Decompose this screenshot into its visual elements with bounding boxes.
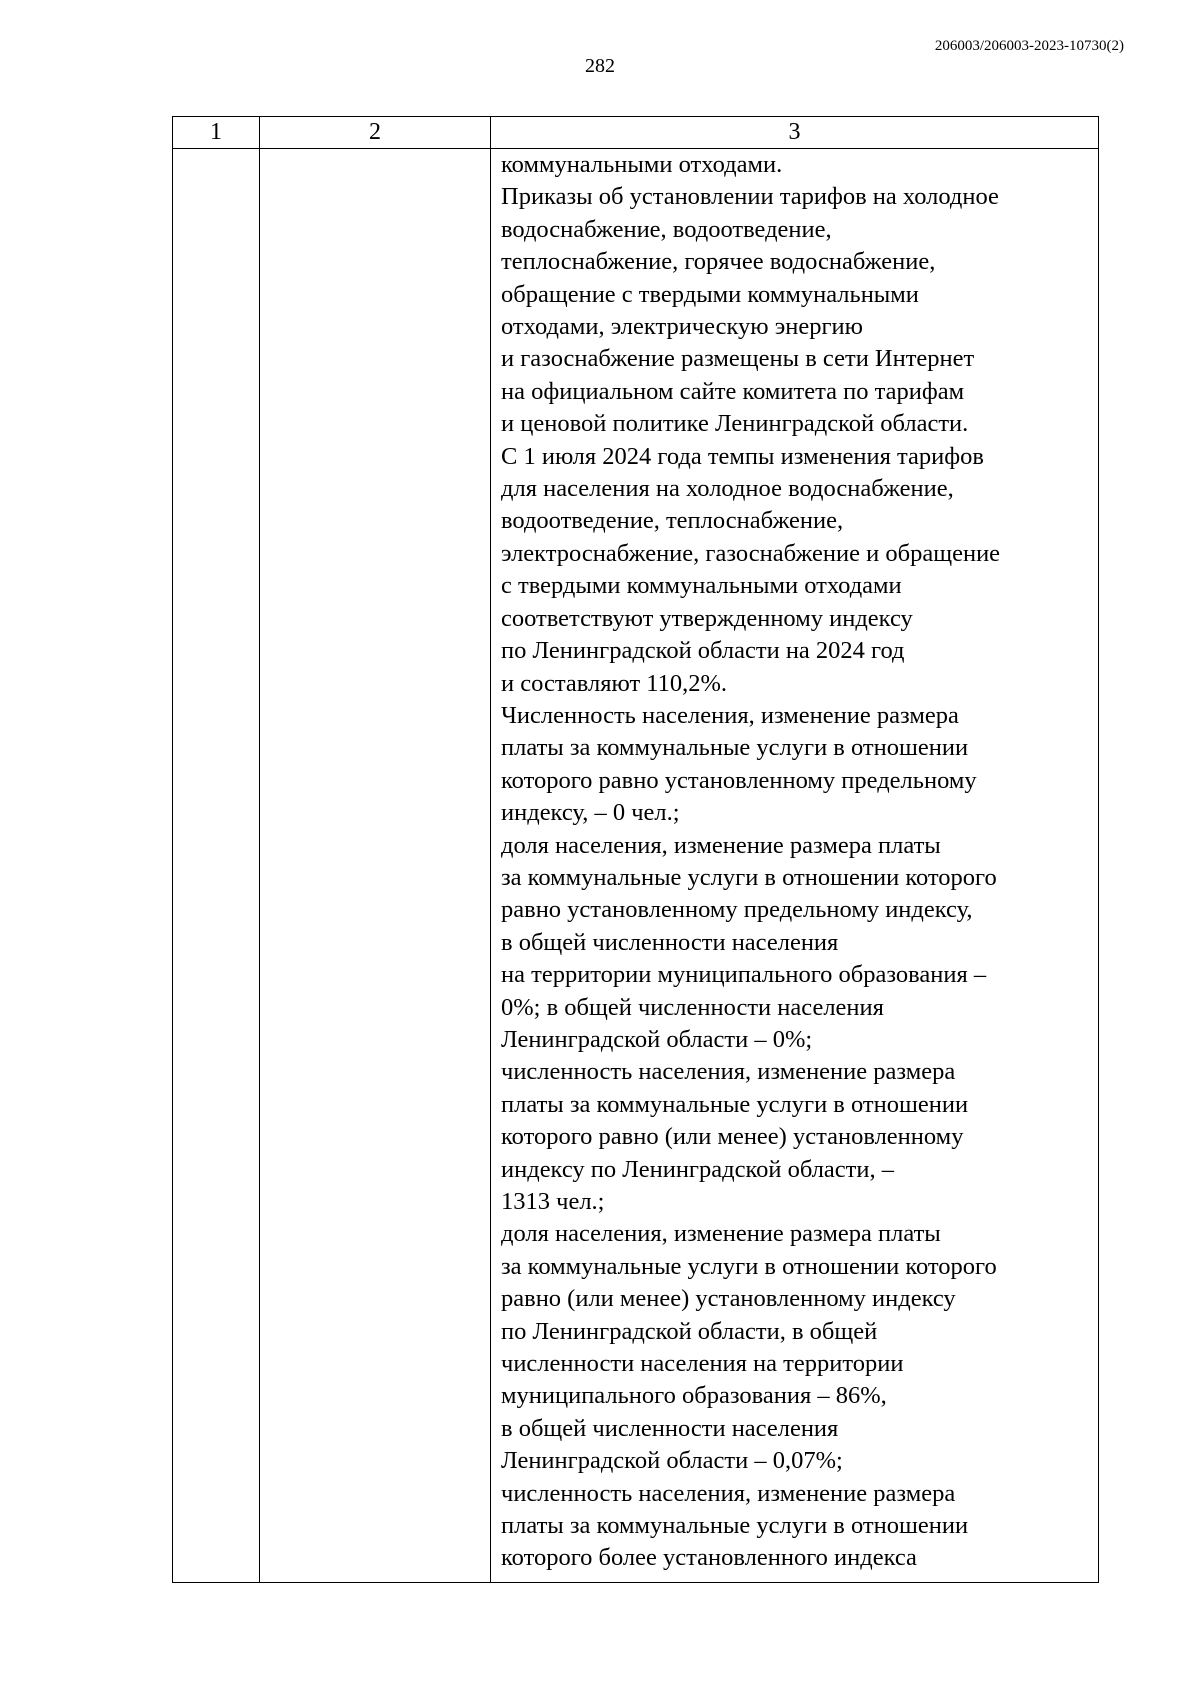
text-line: платы за коммунальные услуги в отношении	[501, 734, 969, 762]
text-line: коммунальными отходами.	[501, 151, 783, 178]
text-line: равно (или менее) установленному индексу	[501, 1285, 956, 1313]
text-line: платы за коммунальные услуги в отношении	[501, 1512, 969, 1540]
text-line: электроснабжение, газоснабжение и обращение	[501, 539, 1001, 567]
text-line: для населения на холодное водоснабжение,	[501, 475, 954, 503]
text-line: по Ленинградской области, в общей	[501, 1317, 878, 1345]
text-line: водоотведение, теплоснабжение,	[501, 507, 844, 535]
text-line: доля населения, изменение размера платы	[501, 831, 941, 859]
column-header-2: 2	[260, 117, 491, 149]
text-line: численность населения, изменение размера	[501, 1058, 956, 1086]
document-table	[172, 116, 1099, 1583]
text-line: и ценовой политике Ленинградской области.	[501, 410, 969, 438]
text-line: по Ленинградской области на 2024 год	[501, 637, 905, 665]
table-header-row	[173, 117, 1099, 149]
text-line: которого равно установленному предельному	[501, 766, 977, 794]
text-line: муниципального образования – 86%,	[501, 1382, 887, 1410]
text-line: водоснабжение, водоотведение,	[501, 215, 832, 243]
text-line: соответствуют утвержденному индексу	[501, 604, 913, 632]
document-id: 206003/206003-2023-10730(2)	[934, 38, 1124, 54]
text-line: Численность населения, изменение размера	[501, 701, 959, 729]
text-line: индексу по Ленинградской области, –	[501, 1155, 894, 1183]
text-line: и газоснабжение размещены в сети Интернет	[501, 345, 975, 373]
text-line: отходами, электрическую энергию	[501, 313, 863, 341]
text-line: индексу, – 0 чел.;	[501, 799, 680, 827]
text-line: на официальном сайте комитета по тарифам	[501, 377, 965, 405]
text-line: и составляют 110,2%.	[501, 669, 728, 697]
page-number: 282	[585, 55, 615, 77]
text-line: платы за коммунальные услуги в отношении	[501, 1090, 969, 1118]
text-line: 0%; в общей численности населения	[501, 993, 884, 1021]
text-line: 1313 чел.;	[501, 1188, 605, 1215]
text-line: теплоснабжение, горячее водоснабжение,	[501, 248, 936, 276]
text-line: в общей численности населения	[501, 928, 839, 956]
text-line: с твердыми коммунальными отходами	[501, 572, 902, 600]
text-line: которого равно (или менее) установленному	[501, 1123, 964, 1151]
text-line: на территории муниципального образования –	[501, 961, 987, 989]
table-cell-col-1	[173, 149, 260, 1583]
text-line: в общей численности населения	[501, 1414, 839, 1442]
text-line: Ленинградской области – 0,07%;	[501, 1447, 843, 1475]
text-line: Приказы об установлении тарифов на холодное	[501, 183, 999, 211]
table-cell-col-3	[491, 149, 1099, 1583]
text-line: численности населения на территории	[501, 1350, 904, 1378]
text-line: С 1 июля 2024 года темпы изменения тарифов	[501, 442, 984, 470]
text-line: за коммунальные услуги в отношении которого	[501, 1252, 997, 1280]
column-header-3: 3	[491, 117, 1099, 149]
table-cell-col-2	[260, 149, 491, 1583]
text-line: равно установленному предельному индексу,	[501, 896, 973, 924]
table-row	[173, 149, 1099, 1583]
text-line: доля населения, изменение размера платы	[501, 1220, 941, 1248]
text-line: Ленинградской области – 0%;	[501, 1025, 813, 1053]
text-line: которого более установленного индекса	[501, 1544, 917, 1572]
text-line: обращение с твердыми коммунальными	[501, 280, 919, 308]
text-line: за коммунальные услуги в отношении которого	[501, 863, 997, 891]
column-header-1: 1	[173, 117, 260, 149]
text-line: численность населения, изменение размера	[501, 1479, 956, 1507]
